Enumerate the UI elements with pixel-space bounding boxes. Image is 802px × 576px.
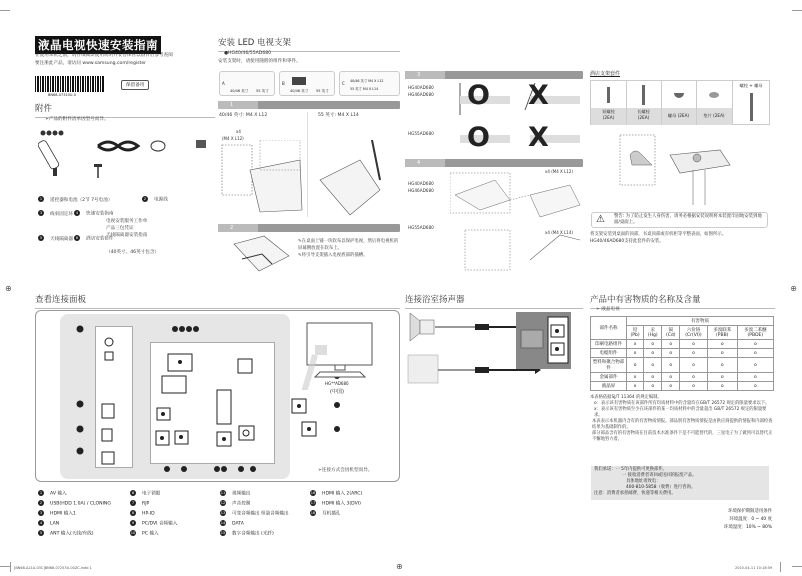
table-cell: o xyxy=(662,382,680,391)
correct-mark: O xyxy=(467,122,490,153)
accessory-label: 快速安装指南 xyxy=(86,211,114,217)
register-text: 要注册此产品，请访问 www.samsung.com/register xyxy=(35,61,147,66)
number-badge: 9 xyxy=(131,521,135,525)
part-name: 印刷电路组件 xyxy=(591,340,627,349)
footer-date: 2010-04-11 10:18:59 xyxy=(735,566,773,570)
crop-mark xyxy=(0,10,10,11)
table-cell: o xyxy=(707,358,737,373)
legend-label: AV 输入 xyxy=(50,491,67,497)
step-3-models-b: HG55AD680 xyxy=(408,131,434,136)
table-cell: o xyxy=(662,349,680,358)
legend-label: 耳机插孔 xyxy=(322,511,341,517)
number-badge: 16 xyxy=(310,491,316,495)
number-badge: 4 xyxy=(75,211,79,215)
number-badge: 1 xyxy=(39,197,43,201)
step-2-notes: ✎在桌面上铺一块软布以保护电视，然后将电视机的屏幕侧放置在软布上。 ✎将引导支架插入电视底部的插槽。 xyxy=(298,239,399,258)
intro-text: 在使用本机之前，请仔细阅读使用说明并妥善保管以备日后参考查阅 xyxy=(35,53,173,58)
hotel-kit-icon xyxy=(94,164,102,178)
table-header: 多溴二苯醚 (PBDE) xyxy=(737,326,773,340)
tv-model-label: HG**AD680 xyxy=(325,381,349,386)
number-badge: 2 xyxy=(143,197,147,201)
remote-icon xyxy=(38,131,64,170)
legend-item xyxy=(220,530,315,540)
legend-label: HP-ID xyxy=(142,511,155,517)
table-cell: o xyxy=(737,349,773,358)
legend-label: DATA xyxy=(232,521,244,527)
part-name: 液晶屏 xyxy=(591,382,627,391)
guide-icon xyxy=(196,140,206,148)
legend-item xyxy=(220,490,315,500)
speaker-illustration xyxy=(405,310,585,390)
bracket-models: ●HG40/46/55AD680 xyxy=(224,51,272,56)
env-conditions: 环境保护期限适用条件 环境温度：0 ~ 40 度 环境湿度：10% ~ 80% xyxy=(724,509,772,530)
legend-label: HDMI 输入 2(ARC) xyxy=(322,491,363,497)
nut-icon xyxy=(674,93,684,98)
correct-mark: O xyxy=(467,80,490,111)
hazard-title: 产品中有害物质的名称及含量 xyxy=(590,293,775,309)
long-bolt-icon xyxy=(642,85,645,105)
table-cell: o xyxy=(644,349,662,358)
registration-mark-icon: ⊕ xyxy=(790,284,797,293)
legend-label: 可变音频输出 恒量音频输出 xyxy=(232,511,289,517)
part-b-box: B 40/46 英寸 55 英寸 xyxy=(279,71,335,96)
power-cord-icon xyxy=(98,142,138,150)
table-row xyxy=(591,382,774,391)
legend-item xyxy=(220,500,315,510)
washer-label: 垫片 (2EA) xyxy=(703,113,725,118)
number-badge: 14 xyxy=(220,521,226,525)
table-cell: o xyxy=(627,358,644,373)
step-4-models-b: HG55AD680 xyxy=(408,225,434,230)
table-cell: o xyxy=(680,373,708,382)
table-cell: o xyxy=(680,382,708,391)
table-header: 汞 (Hg) xyxy=(644,326,662,340)
crop-mark xyxy=(792,566,802,567)
number-badge: 11 xyxy=(220,491,226,495)
table-cell: o xyxy=(644,382,662,391)
bolt-nut-icon xyxy=(750,93,753,121)
step-1-left-spec: 40/46 英寸: M4 X L12 xyxy=(219,113,268,118)
accessory-extra: 电视安装服务工作单 xyxy=(106,219,148,224)
step-2-bar: 2 xyxy=(218,224,400,232)
legend-item xyxy=(310,510,405,520)
table-cell: x xyxy=(627,349,644,358)
table-cell: o xyxy=(707,349,737,358)
table-cell: o xyxy=(707,340,737,349)
table-cell: o xyxy=(707,382,737,391)
registration-mark-icon: ⊕ xyxy=(396,562,403,571)
legend-item xyxy=(130,490,225,500)
part-name: 金属部件 xyxy=(591,373,627,382)
accessories-illustration xyxy=(38,128,218,178)
bracket-note: 安装支架时，请使用随附的组件和零件。 xyxy=(218,59,301,64)
bracket-title: 安装 LED 电视支架 xyxy=(218,36,400,52)
step-4-screw-a: x4 (M4 X L12) xyxy=(545,169,573,174)
table-header: 铅 (Pb) xyxy=(627,326,644,340)
table-header: 部件名称 xyxy=(591,317,627,340)
legend-label: PC 输入 xyxy=(142,531,159,537)
legend-item xyxy=(220,510,315,520)
port-legend xyxy=(38,490,403,550)
legend-item xyxy=(310,500,405,510)
hazard-subtitle: ➢ 液晶电视 xyxy=(596,307,620,312)
hotel-kit-title: 酒店支架套件 xyxy=(590,71,621,77)
accessory-label: 线束固定环 xyxy=(50,211,73,217)
legend-item xyxy=(130,500,225,510)
table-cell: o xyxy=(737,373,773,382)
accessory-label: 酒店安装套件 xyxy=(86,236,114,242)
page-title: 液晶电视快速安装指南 xyxy=(35,36,161,54)
accessory-extra: 天线隔离器安装指南 xyxy=(106,233,148,238)
accessory-label: 天线隔离器 xyxy=(50,236,73,242)
accessory-label: 遥控器和电池（2节 7号电池） xyxy=(50,197,113,203)
legend-item xyxy=(220,520,315,530)
number-badge: 15 xyxy=(220,531,226,535)
tv-region-label: (中国) xyxy=(330,389,344,395)
number-badge: 5 xyxy=(39,531,43,535)
table-row xyxy=(591,349,774,358)
crop-mark xyxy=(0,566,10,567)
number-badge: 18 xyxy=(310,511,316,515)
table-header: 有害物质 xyxy=(627,317,774,326)
number-badge: 6 xyxy=(131,491,135,495)
legend-item xyxy=(38,500,133,510)
promise-box: 我们承诺：一 5年内提供可更换部件。 一 接收消费者寄回或送回的报废产品。 具体地址请致电： 400-810-5858（收费）进行咨询。 注意：消费者承担邮费、快递等相关费用。 xyxy=(591,466,769,500)
incorrect-mark: X xyxy=(528,80,549,111)
legend-label: 电子锁眼 xyxy=(142,491,161,497)
legend-label: USB(HDD 1.0A) / CLONING xyxy=(50,501,111,507)
table-cell: o xyxy=(680,358,708,373)
hotel-kit-parts-table xyxy=(590,80,770,125)
table-cell: o xyxy=(737,382,773,391)
hotel-kit-text: 将支架安装到桌面的顶部，书桌顶部或有机柜等平整表面，如图所示。 HG40/46AD680支持此套件的安装。 xyxy=(590,232,727,244)
table-cell: o xyxy=(662,340,680,349)
number-badge: 4 xyxy=(39,521,43,525)
number-badge: 7 xyxy=(131,501,135,505)
table-cell: o xyxy=(662,373,680,382)
accessory-extra: 产品三包凭证 xyxy=(106,226,134,231)
number-badge: 17 xyxy=(310,501,316,505)
part-name: 塑料和聚合物部件 xyxy=(591,358,627,373)
footer-file: [BN68-A21A-03C]BN68-07253U-00ZC.indd 1 xyxy=(14,566,92,570)
number-badge: 12 xyxy=(220,501,226,505)
number-badge: 2 xyxy=(39,501,43,505)
washer-icon xyxy=(709,92,719,98)
legend-item xyxy=(130,510,225,520)
accessories-title: 附件 xyxy=(35,102,215,118)
table-cell: o xyxy=(707,373,737,382)
panel-title: 查看连接面板 xyxy=(35,293,400,309)
tv-rear-illustration xyxy=(295,320,395,390)
step-4-screw-b: x4 (M4 X L14) xyxy=(545,230,573,235)
step-3-bar: 3 xyxy=(405,71,583,79)
legend-label: 数字音频输出 (光纤) xyxy=(232,531,274,537)
number-badge: 10 xyxy=(130,531,136,535)
step-4-models-a: HG40AD680 HG46AD680 xyxy=(408,181,434,193)
panel-note: ➢连接方式会因机型而异。 xyxy=(318,468,373,473)
legend-label: 声音控制 xyxy=(232,501,251,507)
number-badge: 3 xyxy=(39,211,43,215)
number-badge: 13 xyxy=(220,511,226,515)
warning-icon: ⚠ xyxy=(596,214,605,225)
step-1-right-spec: 55 英寸: M4 X L14 xyxy=(318,113,359,118)
table-cell: o xyxy=(662,358,680,373)
step-1-bar: 1 xyxy=(218,101,400,109)
barcode xyxy=(35,76,105,92)
accessory-label: 电源线 xyxy=(154,197,168,203)
legend-label: PC/DVI 音频输入 xyxy=(142,521,178,527)
registration-mark-icon: ⊕ xyxy=(5,284,12,293)
legend-item xyxy=(38,520,133,530)
table-cell: o xyxy=(644,340,662,349)
barcode-text: BN68-07310U-0 xyxy=(48,93,76,97)
short-bolt-icon xyxy=(607,87,610,103)
step-3-models-a: HG40AD680 HG46AD680 xyxy=(408,85,434,97)
legend-label: HDMI 输入 3(DVI) xyxy=(322,501,361,507)
table-cell: o xyxy=(737,340,773,349)
table-cell: o xyxy=(680,340,708,349)
short-bolt-label: 短螺栓 (2EA) xyxy=(602,109,615,120)
part-c-box: C 40/46 英寸 M4 X L12 55 英寸 M4 X L14 xyxy=(339,71,400,96)
table-cell: o xyxy=(644,358,662,373)
table-row xyxy=(591,373,774,382)
table-cell: o xyxy=(644,373,662,382)
divider xyxy=(780,562,781,572)
crop-mark xyxy=(792,10,802,11)
table-header: 多溴联苯 (PBB) xyxy=(707,326,737,340)
accessory-extra-note: （40英寸、46英寸包含） xyxy=(106,250,160,255)
number-badge: 5 xyxy=(39,236,43,240)
accessories-list xyxy=(38,196,218,256)
table-cell: x xyxy=(627,340,644,349)
screw-count: x4 xyxy=(236,129,241,134)
step-1-illustration xyxy=(220,140,400,220)
step-2-illustration xyxy=(232,234,292,274)
warning-box xyxy=(591,212,768,228)
incorrect-mark: X xyxy=(528,122,549,153)
legend-item xyxy=(130,520,225,530)
legend-item xyxy=(310,490,405,500)
legend-label: HDMI 输入1 xyxy=(50,511,76,517)
isolator-icon xyxy=(53,168,57,176)
part-a-box: A 40/46 英寸 55 英寸 xyxy=(219,71,275,96)
table-cell: x xyxy=(627,373,644,382)
legend-label: ANT 输入(天线/有线) xyxy=(50,531,94,537)
nut-label: 螺母 (2EA) xyxy=(667,113,690,118)
legend-item xyxy=(38,510,133,520)
step-4-illustration xyxy=(450,170,585,275)
part-name: 电缆组件 xyxy=(591,349,627,358)
hazard-table xyxy=(590,316,774,391)
table-header: 六价铬 (Cr(VI)) xyxy=(680,326,708,340)
keep-label: 保留备用 xyxy=(121,80,149,90)
warning-text: 警告: 为了防止发生人身伤害，请务必根据安装说明将本装置牢固地安装到地面/桌面上。 xyxy=(614,214,762,225)
table-header: 镉 (Cd) xyxy=(662,326,680,340)
table-cell: o xyxy=(737,358,773,373)
step-4-bar: 4 xyxy=(405,159,583,167)
table-row xyxy=(591,358,774,373)
table-cell: x xyxy=(627,382,644,391)
table-row xyxy=(591,340,774,349)
number-badge: 3 xyxy=(39,511,43,515)
legend-label: LAN xyxy=(50,521,60,527)
number-badge: 6 xyxy=(75,236,79,240)
long-bolt-label: 长螺栓 (2EA) xyxy=(637,109,650,120)
screw-spec: (M4 X L12) xyxy=(222,136,244,141)
accessories-note: ➢产品的附件清单因型号而异。 xyxy=(45,117,109,122)
speaker-title: 连接浴室扬声器 xyxy=(405,293,583,309)
number-badge: 8 xyxy=(131,511,135,515)
legend-label: RJP xyxy=(142,501,150,507)
bolt-nut-label: 螺栓 + 螺母 xyxy=(739,83,763,88)
hotel-kit-illustration xyxy=(615,130,735,205)
legend-label: 视频输出 xyxy=(232,491,251,497)
divider xyxy=(10,562,11,572)
legend-item xyxy=(38,490,133,500)
table-cell: o xyxy=(680,349,708,358)
legend-item xyxy=(38,530,133,540)
hazard-notes: 本表格依据SJ/T 11364 的规定编制。 o：表示该有害物质在该部件所有均质材料中的含量均在GB/T 26572 规定的限量要求以下。 x：表示该有害物质至少在该部件的某一均质材料中的含量超出 GB/T 26572 规定的限量要求。 本表表示本机器内含有的有害物质情报。部品别有害物质情报是由供应商提供的情报和内部检查结果为基础制作的。 部分部品含有的有害物质在目前技术水准条件下是不可能替代的，三星电子为了做到可以替代正不懈地努力着。 xyxy=(590,395,773,442)
number-badge: 1 xyxy=(39,491,43,495)
cable-tie-icon xyxy=(151,141,165,151)
legend-item xyxy=(130,530,225,540)
